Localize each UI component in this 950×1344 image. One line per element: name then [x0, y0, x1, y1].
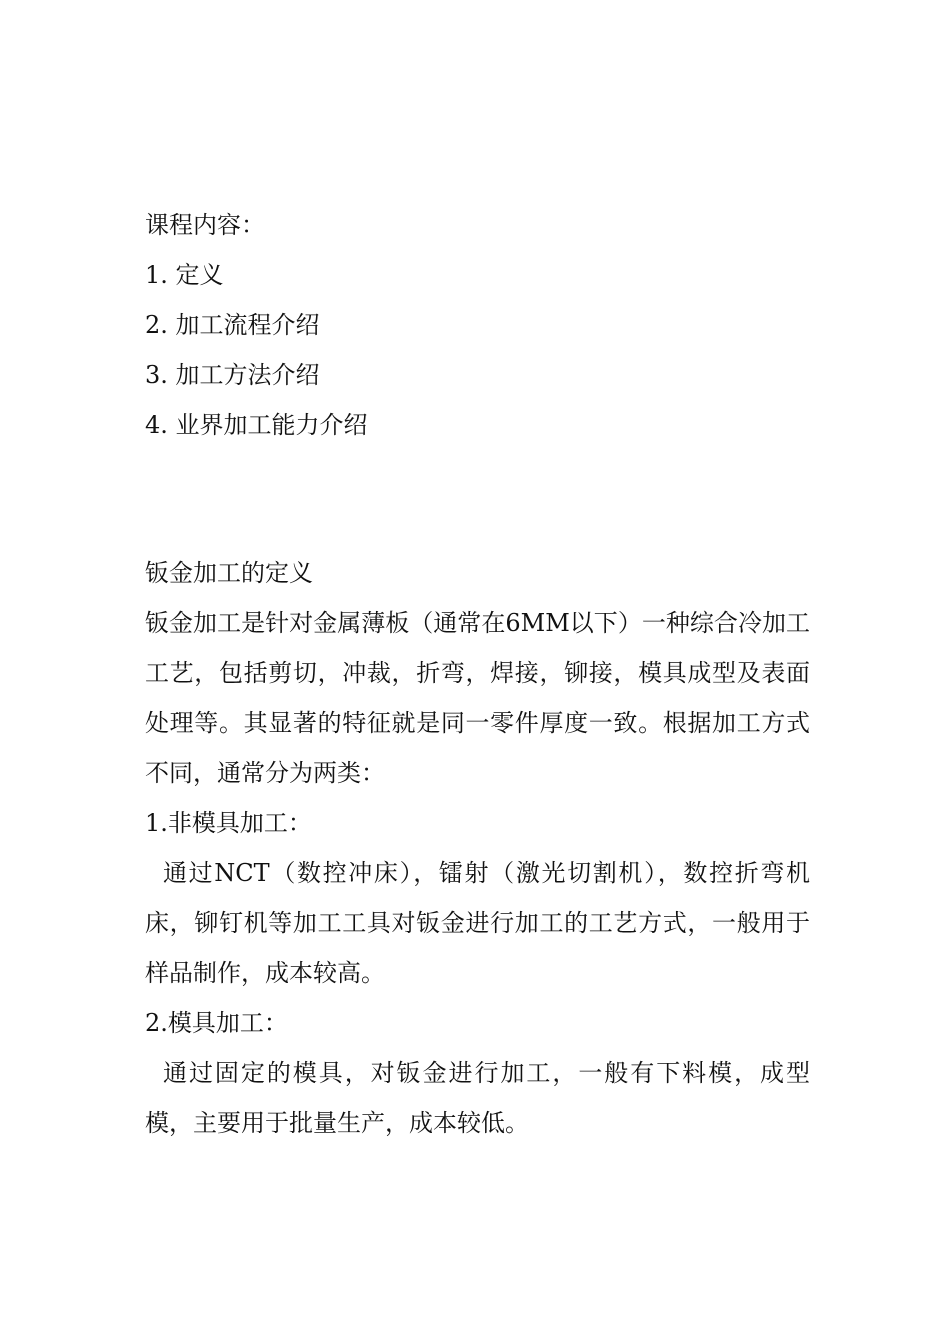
course-contents-item-2: 2. 加工流程介绍 [145, 311, 320, 339]
course-contents-title: 课程内容： [145, 211, 265, 239]
section-title: 钣金加工的定义 [145, 559, 313, 587]
course-contents-item-3: 3. 加工方法介绍 [145, 361, 320, 389]
mold-paragraph: 通过固定的模具，对钣金进行加工，一般有下料模，成型模，主要用于批量生产，成本较低。 [145, 1059, 810, 1137]
document-page [145, 200, 810, 1148]
course-contents [145, 200, 810, 450]
definition-section [145, 548, 810, 1148]
course-contents-item-1: 1. 定义 [145, 261, 224, 289]
mold-heading: 2.模具加工： [145, 1009, 288, 1037]
non-mold-paragraph: 通过NCT（数控冲床），镭射（激光切割机），数控折弯机床，铆钉机等加工工具对钣金进行加工的工艺方式，一般用于样品制作，成本较高。 [145, 859, 810, 987]
definition-paragraph: 钣金加工是针对金属薄板（通常在6MM以下）一种综合冷加工工艺，包括剪切，冲裁，折弯，焊接，铆接，模具成型及表面处理等。其显著的特征就是同一零件厚度一致。根据加工方式不同，通常分为两类： [145, 609, 810, 787]
course-contents-item-4: 4. 业界加工能力介绍 [145, 411, 368, 439]
non-mold-heading: 1.非模具加工： [145, 809, 312, 837]
